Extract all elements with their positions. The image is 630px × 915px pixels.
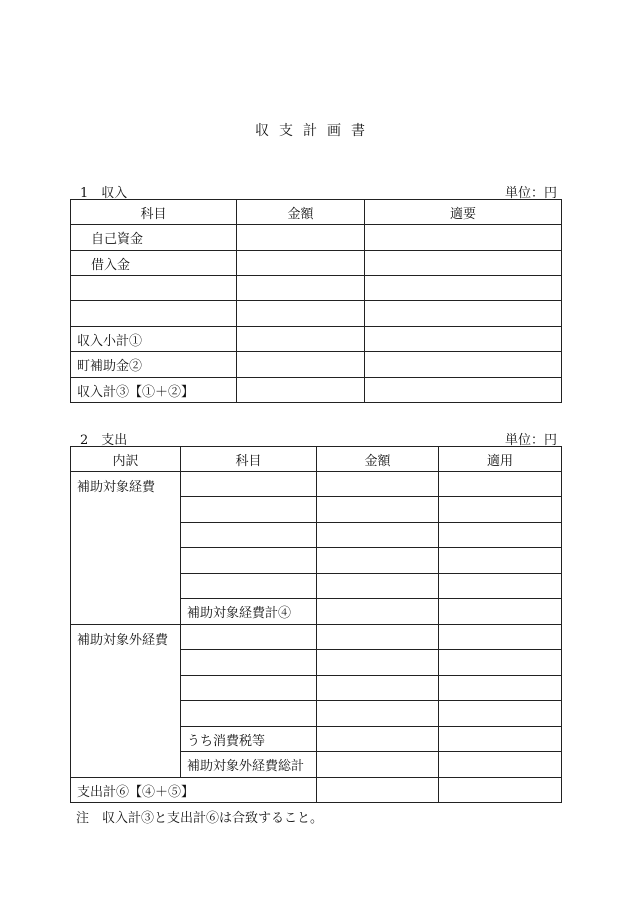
applied-cell[interactable] bbox=[439, 574, 562, 599]
income-row-label: 借入金 bbox=[71, 251, 237, 276]
subject-cell[interactable] bbox=[181, 574, 317, 599]
subject-cell[interactable] bbox=[181, 650, 317, 676]
applied-cell[interactable] bbox=[439, 650, 562, 676]
amount-cell[interactable] bbox=[237, 352, 365, 378]
applied-cell[interactable] bbox=[439, 599, 562, 625]
amount-cell[interactable] bbox=[317, 676, 439, 701]
subject-cell[interactable] bbox=[181, 472, 317, 497]
subject-cell[interactable] bbox=[181, 701, 317, 727]
table-row bbox=[71, 625, 562, 650]
expense-total-label: 支出計⑥【④＋⑤】 bbox=[71, 778, 317, 803]
expense-unit: 単位：円 bbox=[504, 433, 557, 448]
income-row-label[interactable] bbox=[71, 301, 237, 327]
expense-col-subject: 科目 bbox=[181, 447, 317, 472]
income-col-amount: 金額 bbox=[237, 200, 365, 225]
notes-cell[interactable] bbox=[365, 276, 562, 301]
expense-heading: 2 支出 bbox=[80, 433, 128, 448]
income-col-subject: 科目 bbox=[71, 200, 237, 225]
table-row bbox=[71, 301, 562, 327]
amount-cell[interactable] bbox=[317, 778, 439, 803]
income-row-label: 収入計③【①＋②】 bbox=[71, 378, 237, 403]
amount-cell[interactable] bbox=[317, 650, 439, 676]
income-row-label[interactable] bbox=[71, 276, 237, 301]
table-row bbox=[71, 276, 562, 301]
notes-cell[interactable] bbox=[365, 327, 562, 352]
subject-cell[interactable] bbox=[181, 625, 317, 650]
table-row bbox=[71, 225, 562, 251]
subject-cell: うち消費税等 bbox=[181, 727, 317, 752]
table-row bbox=[71, 378, 562, 403]
expense-table bbox=[70, 446, 562, 803]
notes-cell[interactable] bbox=[365, 251, 562, 276]
expense-group-non-subsidized: 補助対象外経費 bbox=[71, 625, 181, 778]
applied-cell[interactable] bbox=[439, 548, 562, 574]
subject-cell[interactable] bbox=[181, 497, 317, 523]
expense-col-breakdown: 内訳 bbox=[71, 447, 181, 472]
applied-cell[interactable] bbox=[439, 625, 562, 650]
expense-col-amount: 金額 bbox=[317, 447, 439, 472]
subject-cell[interactable] bbox=[181, 548, 317, 574]
amount-cell[interactable] bbox=[317, 497, 439, 523]
amount-cell[interactable] bbox=[317, 548, 439, 574]
income-table bbox=[70, 199, 562, 403]
income-section-header bbox=[70, 182, 561, 200]
amount-cell[interactable] bbox=[317, 701, 439, 727]
amount-cell[interactable] bbox=[237, 251, 365, 276]
amount-cell[interactable] bbox=[237, 378, 365, 403]
income-row-label: 町補助金② bbox=[71, 352, 237, 378]
applied-cell[interactable] bbox=[439, 727, 562, 752]
income-col-notes: 適要 bbox=[365, 200, 562, 225]
expense-col-applied: 適用 bbox=[439, 447, 562, 472]
applied-cell[interactable] bbox=[439, 676, 562, 701]
expense-group-subsidized: 補助対象経費 bbox=[71, 472, 181, 625]
amount-cell[interactable] bbox=[317, 727, 439, 752]
amount-cell[interactable] bbox=[317, 625, 439, 650]
amount-cell[interactable] bbox=[237, 276, 365, 301]
expense-total-row bbox=[71, 778, 562, 803]
notes-cell[interactable] bbox=[365, 378, 562, 403]
applied-cell[interactable] bbox=[439, 701, 562, 727]
expense-section-header bbox=[70, 429, 561, 447]
footnote: 注 収入計③と支出計⑥は合致すること。 bbox=[76, 811, 324, 826]
income-unit: 単位：円 bbox=[504, 186, 557, 201]
applied-cell[interactable] bbox=[439, 523, 562, 548]
notes-cell[interactable] bbox=[365, 225, 562, 251]
applied-cell[interactable] bbox=[439, 497, 562, 523]
income-row-label: 自己資金 bbox=[71, 225, 237, 251]
subject-cell[interactable] bbox=[181, 523, 317, 548]
amount-cell[interactable] bbox=[317, 752, 439, 778]
table-row bbox=[71, 327, 562, 352]
table-row bbox=[71, 251, 562, 276]
amount-cell[interactable] bbox=[317, 599, 439, 625]
income-header-row bbox=[71, 200, 562, 225]
table-row bbox=[71, 352, 562, 378]
amount-cell[interactable] bbox=[317, 523, 439, 548]
subject-cell: 補助対象経費計④ bbox=[181, 599, 317, 625]
notes-cell[interactable] bbox=[365, 352, 562, 378]
amount-cell[interactable] bbox=[237, 327, 365, 352]
page-title: 収支計画書 bbox=[255, 123, 375, 139]
notes-cell[interactable] bbox=[365, 301, 562, 327]
applied-cell[interactable] bbox=[439, 752, 562, 778]
table-row bbox=[71, 472, 562, 497]
amount-cell[interactable] bbox=[317, 472, 439, 497]
amount-cell[interactable] bbox=[237, 225, 365, 251]
income-row-label: 収入小計① bbox=[71, 327, 237, 352]
income-heading: 1 収入 bbox=[80, 186, 128, 201]
applied-cell[interactable] bbox=[439, 778, 562, 803]
applied-cell[interactable] bbox=[439, 472, 562, 497]
amount-cell[interactable] bbox=[237, 301, 365, 327]
subject-cell: 補助対象外経費総計 bbox=[181, 752, 317, 778]
amount-cell[interactable] bbox=[317, 574, 439, 599]
expense-header-row bbox=[71, 447, 562, 472]
subject-cell[interactable] bbox=[181, 676, 317, 701]
